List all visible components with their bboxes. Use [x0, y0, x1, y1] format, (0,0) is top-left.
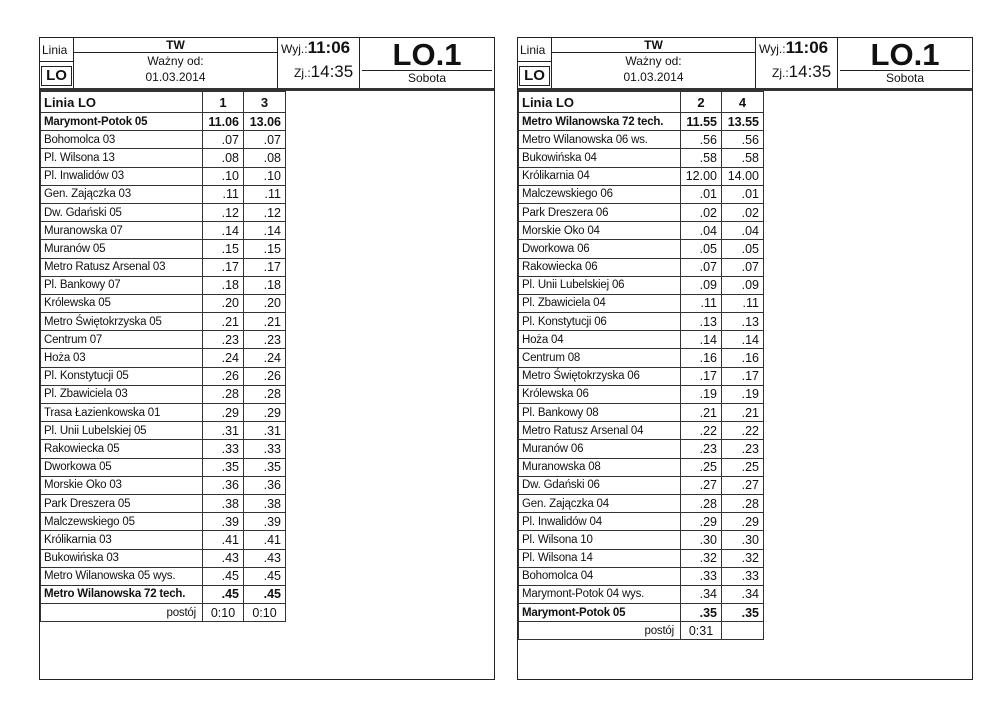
- table-row: [519, 549, 764, 567]
- day-type: Sobota: [407, 71, 447, 85]
- line-label: Linia: [518, 38, 552, 62]
- departure-cell: .14: [244, 222, 286, 240]
- departure-cell: .26: [244, 367, 286, 385]
- stop-name: Dw. Gdański 05: [41, 203, 203, 221]
- departure-cell: .31: [244, 422, 286, 440]
- valid-from-date: 01.03.2014: [145, 70, 206, 84]
- departure-cell: .14: [203, 222, 244, 240]
- departure-cell: .17: [722, 367, 764, 385]
- departure-cell: .12: [244, 203, 286, 221]
- departure-cell: .30: [681, 531, 722, 549]
- departure-cell: .04: [681, 222, 722, 240]
- departure-cell: .28: [244, 385, 286, 403]
- table-row: [41, 531, 286, 549]
- stop-name: Morskie Oko 03: [41, 476, 203, 494]
- departure-cell: .58: [722, 149, 764, 167]
- departure-cell: 12.00: [681, 167, 722, 185]
- table-row: [519, 167, 764, 185]
- table-row: [41, 149, 286, 167]
- layover-value: 0:10: [244, 604, 286, 622]
- departure-cell: .18: [244, 276, 286, 294]
- departure-cell: .35: [681, 604, 722, 622]
- table-row: [519, 531, 764, 549]
- layover-row: [519, 622, 764, 640]
- departure-cell: .24: [244, 349, 286, 367]
- stop-name: Pl. Zbawiciela 04: [519, 294, 681, 312]
- departure-cell: .29: [681, 513, 722, 531]
- departure-cell: .14: [722, 331, 764, 349]
- layover-row: [41, 604, 286, 622]
- table-row: [41, 367, 286, 385]
- stop-name: Pl. Bankowy 07: [41, 276, 203, 294]
- stop-name: Pl. Inwalidów 04: [519, 513, 681, 531]
- departure-cell: .12: [203, 203, 244, 221]
- stop-name: Pl. Unii Lubelskiej 06: [519, 276, 681, 294]
- departure-cell: .33: [722, 567, 764, 585]
- stop-name: Bukowińska 03: [41, 549, 203, 567]
- departure-cell: .05: [722, 240, 764, 258]
- departure-cell: .21: [203, 313, 244, 331]
- operator-code: TW: [74, 38, 277, 53]
- table-row: [519, 385, 764, 403]
- table-row: [41, 240, 286, 258]
- table-row: [41, 167, 286, 185]
- stop-name: Muranowska 08: [519, 458, 681, 476]
- departure-cell: .36: [244, 476, 286, 494]
- stop-name: Park Dreszera 05: [41, 494, 203, 512]
- brigade-code: LO.1: [840, 38, 970, 71]
- stop-name: Rakowiecka 06: [519, 258, 681, 276]
- stop-name: Królikarnia 04: [519, 167, 681, 185]
- trip-column-header: 1: [203, 92, 244, 113]
- departure-cell: .39: [244, 513, 286, 531]
- departure-cell: .45: [244, 567, 286, 585]
- operator-code: TW: [552, 38, 755, 53]
- table-row: [41, 404, 286, 422]
- layover-label: postój: [41, 604, 203, 622]
- table-row: [41, 113, 286, 131]
- layover-label: postój: [519, 622, 681, 640]
- table-row: [519, 258, 764, 276]
- departure-cell: 11.06: [203, 113, 244, 131]
- table-row: [41, 331, 286, 349]
- departure-cell: 13.06: [244, 113, 286, 131]
- departure-cell: .13: [722, 313, 764, 331]
- table-row: [41, 494, 286, 512]
- departure-cell: .20: [203, 294, 244, 312]
- departure-cell: .28: [203, 385, 244, 403]
- stop-name: Trasa Łazienkowska 01: [41, 404, 203, 422]
- departure-cell: .10: [244, 167, 286, 185]
- stop-name: Rakowiecka 05: [41, 440, 203, 458]
- departure-cell: .07: [681, 258, 722, 276]
- stop-name: Królewska 05: [41, 294, 203, 312]
- departure-cell: .04: [722, 222, 764, 240]
- table-row: [519, 422, 764, 440]
- timetable-table: [40, 91, 286, 622]
- departure-cell: .28: [722, 494, 764, 512]
- return-time: 14:35: [788, 62, 832, 81]
- trip-column-header: 2: [681, 92, 722, 113]
- table-row: [519, 349, 764, 367]
- table-row: [519, 331, 764, 349]
- departure-cell: .23: [722, 440, 764, 458]
- stop-name: Metro Świętokrzyska 05: [41, 313, 203, 331]
- brigade-code: LO.1: [362, 38, 492, 71]
- departure-cell: .32: [681, 549, 722, 567]
- stop-name: Bohomolca 03: [41, 131, 203, 149]
- departure-cell: 14.00: [722, 167, 764, 185]
- line-value: LO: [518, 62, 552, 88]
- departure-cell: .17: [244, 258, 286, 276]
- departure-time: 11:06: [785, 38, 829, 57]
- table-row: [519, 313, 764, 331]
- valid-from-label: Ważny od:: [147, 54, 204, 68]
- table-row: [41, 258, 286, 276]
- table-row: [41, 422, 286, 440]
- stop-name: Muranowska 07: [41, 222, 203, 240]
- sheet-header: [518, 38, 972, 88]
- stop-name: Metro Ratusz Arsenal 03: [41, 258, 203, 276]
- stop-name: Dworkowa 05: [41, 458, 203, 476]
- stop-name: Centrum 07: [41, 331, 203, 349]
- return-time: 14:35: [310, 62, 354, 81]
- departure-time: 11:06: [307, 38, 351, 57]
- stop-name: Metro Wilanowska 72 tech.: [519, 113, 681, 131]
- table-row: [41, 222, 286, 240]
- table-row: [41, 585, 286, 603]
- stop-name: Morskie Oko 04: [519, 222, 681, 240]
- validity-block: [552, 38, 756, 88]
- departure-cell: .31: [203, 422, 244, 440]
- departure-cell: .21: [722, 404, 764, 422]
- stop-name: Malczewskiego 06: [519, 185, 681, 203]
- table-row: [41, 458, 286, 476]
- departure-cell: .07: [244, 131, 286, 149]
- departure-cell: .11: [203, 185, 244, 203]
- stop-name: Centrum 08: [519, 349, 681, 367]
- stop-name: Pl. Bankowy 08: [519, 404, 681, 422]
- brigade-block: [360, 38, 494, 88]
- departure-cell: 13.55: [722, 113, 764, 131]
- return-row: Zj.:14:35: [772, 62, 832, 81]
- layover-value: 0:10: [203, 604, 244, 622]
- stop-name: Metro Ratusz Arsenal 04: [519, 422, 681, 440]
- table-row: [41, 476, 286, 494]
- table-row: [519, 404, 764, 422]
- departure-cell: .34: [681, 585, 722, 603]
- departure-cell: .17: [681, 367, 722, 385]
- departure-cell: .45: [244, 585, 286, 603]
- table-row: [519, 276, 764, 294]
- return-row: Zj.:14:35: [294, 62, 354, 81]
- timetable-sheet-right: [517, 37, 973, 680]
- stop-name: Malczewskiego 05: [41, 513, 203, 531]
- sheet-header: [40, 38, 494, 88]
- stop-name: Pl. Konstytucji 06: [519, 313, 681, 331]
- departure-cell: .16: [722, 349, 764, 367]
- departure-cell: .19: [722, 385, 764, 403]
- departure-cell: .29: [244, 404, 286, 422]
- stop-name: Metro Wilanowska 05 wys.: [41, 567, 203, 585]
- departure-cell: .08: [203, 149, 244, 167]
- stop-name: Gen. Zajączka 03: [41, 185, 203, 203]
- stop-name: Dw. Gdański 06: [519, 476, 681, 494]
- departure-cell: .45: [203, 585, 244, 603]
- day-type: Sobota: [885, 71, 925, 85]
- valid-from-label: Ważny od:: [625, 54, 682, 68]
- table-row: [41, 567, 286, 585]
- validity-block: [74, 38, 278, 88]
- table-title: Linia LO: [519, 92, 681, 113]
- departure-cell: .33: [244, 440, 286, 458]
- departure-cell: .38: [203, 494, 244, 512]
- departure-cell: .35: [722, 604, 764, 622]
- departure-cell: .32: [722, 549, 764, 567]
- departure-cell: .13: [681, 313, 722, 331]
- table-row: [519, 476, 764, 494]
- departure-cell: .56: [722, 131, 764, 149]
- table-row: [519, 604, 764, 622]
- departure-cell: .21: [244, 313, 286, 331]
- departure-cell: .20: [244, 294, 286, 312]
- departure-cell: .28: [681, 494, 722, 512]
- table-row: [519, 367, 764, 385]
- table-header-row: [41, 92, 286, 113]
- departure-cell: .43: [203, 549, 244, 567]
- stop-name: Pl. Unii Lubelskiej 05: [41, 422, 203, 440]
- departure-cell: .01: [681, 185, 722, 203]
- departure-cell: .23: [244, 331, 286, 349]
- departure-cell: .41: [203, 531, 244, 549]
- departure-cell: .02: [681, 203, 722, 221]
- departure-cell: .27: [681, 476, 722, 494]
- departure-cell: .14: [681, 331, 722, 349]
- departure-cell: .17: [203, 258, 244, 276]
- table-row: [519, 203, 764, 221]
- departure-cell: .25: [722, 458, 764, 476]
- departure-cell: .35: [244, 458, 286, 476]
- table-row: [519, 494, 764, 512]
- departure-cell: .15: [244, 240, 286, 258]
- trip-column-header: 3: [244, 92, 286, 113]
- stop-name: Bukowińska 04: [519, 149, 681, 167]
- departure-cell: .36: [203, 476, 244, 494]
- layover-value: 0:31: [681, 622, 722, 640]
- table-row: [519, 294, 764, 312]
- stop-name: Pl. Wilsona 10: [519, 531, 681, 549]
- departure-cell: .09: [722, 276, 764, 294]
- departure-cell: .23: [681, 440, 722, 458]
- table-row: [519, 113, 764, 131]
- departure-cell: .15: [203, 240, 244, 258]
- departure-cell: .05: [681, 240, 722, 258]
- brigade-block: [838, 38, 972, 88]
- table-row: [519, 222, 764, 240]
- departure-cell: .26: [203, 367, 244, 385]
- departure-cell: .11: [722, 294, 764, 312]
- table-row: [41, 276, 286, 294]
- table-row: [519, 567, 764, 585]
- stop-name: Marymont-Potok 05: [519, 604, 681, 622]
- departure-cell: .33: [203, 440, 244, 458]
- departure-cell: .16: [681, 349, 722, 367]
- table-row: [41, 549, 286, 567]
- stop-name: Pl. Zbawiciela 03: [41, 385, 203, 403]
- timetable-sheet-left: [39, 37, 495, 680]
- valid-from-date: 01.03.2014: [623, 70, 684, 84]
- stop-name: Muranów 06: [519, 440, 681, 458]
- departure-cell: .34: [722, 585, 764, 603]
- departure-cell: .27: [722, 476, 764, 494]
- departure-cell: .09: [681, 276, 722, 294]
- departure-row: Wyj.:11:06: [281, 38, 351, 57]
- table-row: [41, 313, 286, 331]
- stop-name: Pl. Wilsona 13: [41, 149, 203, 167]
- table-row: [519, 513, 764, 531]
- stop-name: Pl. Konstytucji 05: [41, 367, 203, 385]
- stop-name: Park Dreszera 06: [519, 203, 681, 221]
- table-row: [41, 385, 286, 403]
- departure-cell: .43: [244, 549, 286, 567]
- departure-cell: .24: [203, 349, 244, 367]
- departure-cell: .02: [722, 203, 764, 221]
- departure-cell: .18: [203, 276, 244, 294]
- table-row: [41, 349, 286, 367]
- table-row: [519, 131, 764, 149]
- stop-name: Marymont-Potok 05: [41, 113, 203, 131]
- table-row: [41, 440, 286, 458]
- stop-name: Pl. Inwalidów 03: [41, 167, 203, 185]
- departure-cell: .41: [244, 531, 286, 549]
- departure-row: Wyj.:11:06: [759, 38, 829, 57]
- departure-cell: .35: [203, 458, 244, 476]
- stop-name: Dworkowa 06: [519, 240, 681, 258]
- departure-cell: .56: [681, 131, 722, 149]
- stop-name: Metro Świętokrzyska 06: [519, 367, 681, 385]
- table-header-row: [519, 92, 764, 113]
- table-row: [519, 185, 764, 203]
- departure-cell: .22: [681, 422, 722, 440]
- departure-cell: .39: [203, 513, 244, 531]
- timetable-table: [518, 91, 764, 640]
- departure-cell: .38: [244, 494, 286, 512]
- table-row: [41, 131, 286, 149]
- stop-name: Metro Wilanowska 72 tech.: [41, 585, 203, 603]
- layover-value: [722, 622, 764, 640]
- departure-cell: .45: [203, 567, 244, 585]
- table-row: [519, 458, 764, 476]
- departure-cell: .22: [722, 422, 764, 440]
- departure-cell: .29: [722, 513, 764, 531]
- stop-name: Hoża 03: [41, 349, 203, 367]
- departure-cell: .25: [681, 458, 722, 476]
- line-value: LO: [40, 62, 74, 88]
- stop-name: Królikarnia 03: [41, 531, 203, 549]
- table-row: [41, 185, 286, 203]
- departure-cell: .07: [722, 258, 764, 276]
- stop-name: Bohomolca 04: [519, 567, 681, 585]
- stop-name: Królewska 06: [519, 385, 681, 403]
- departure-cell: .08: [244, 149, 286, 167]
- departure-cell: .11: [681, 294, 722, 312]
- departure-cell: .58: [681, 149, 722, 167]
- trip-column-header: 4: [722, 92, 764, 113]
- departure-cell: 11.55: [681, 113, 722, 131]
- table-title: Linia LO: [41, 92, 203, 113]
- departure-cell: .21: [681, 404, 722, 422]
- departure-cell: .23: [203, 331, 244, 349]
- duty-times: [756, 38, 838, 88]
- table-row: [41, 203, 286, 221]
- table-row: [519, 240, 764, 258]
- stop-name: Hoża 04: [519, 331, 681, 349]
- table-row: [519, 585, 764, 603]
- stop-name: Muranów 05: [41, 240, 203, 258]
- departure-cell: .19: [681, 385, 722, 403]
- duty-times: [278, 38, 360, 88]
- departure-cell: .07: [203, 131, 244, 149]
- departure-cell: .10: [203, 167, 244, 185]
- departure-cell: .33: [681, 567, 722, 585]
- table-row: [41, 294, 286, 312]
- stop-name: Gen. Zajączka 04: [519, 494, 681, 512]
- table-row: [41, 513, 286, 531]
- stop-name: Pl. Wilsona 14: [519, 549, 681, 567]
- departure-cell: .29: [203, 404, 244, 422]
- table-row: [519, 149, 764, 167]
- stop-name: Metro Wilanowska 06 ws.: [519, 131, 681, 149]
- line-label: Linia: [40, 38, 74, 62]
- stop-name: Marymont-Potok 04 wys.: [519, 585, 681, 603]
- departure-cell: .01: [722, 185, 764, 203]
- departure-cell: .11: [244, 185, 286, 203]
- departure-cell: .30: [722, 531, 764, 549]
- table-row: [519, 440, 764, 458]
